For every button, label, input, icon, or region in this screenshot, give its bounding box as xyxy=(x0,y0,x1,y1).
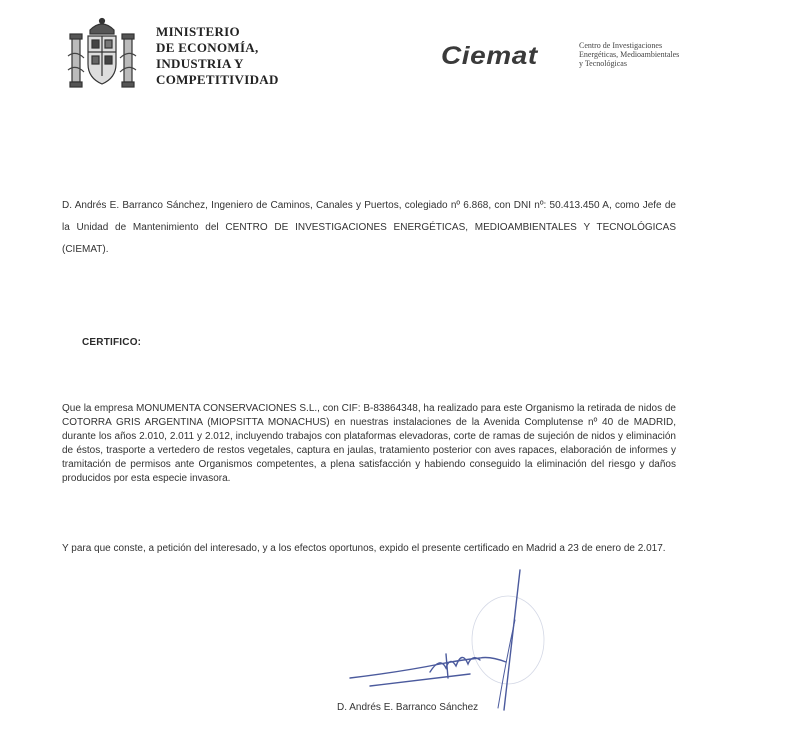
closing-paragraph: Y para que conste, a petición del interesado, y a los efectos oportunos, expido el presente certificado en Madrid a 23 de enero de 2.017. xyxy=(62,543,666,554)
ministry-line-4: COMPETITIVIDAD xyxy=(156,72,279,87)
main-paragraph: Que la empresa MONUMENTA CONSERVACIONES S.L., con CIF: B-83864348, ha realizado para este Organismo la retirada de nidos de COTORRA GRIS ARGENTINA (MIOPSITTA MONACHUS) en nuestras instalaciones de la Avenida Complutense nº 40 de MADRID, durante los años 2.010, 2.011 y 2.012, incluyendo trabajos con plataformas elevadoras, corte de ramas de sujeción de nidos y eliminación de éstos, trasporte a vertedero de restos vegetales, captura en jaulas, tratamiento posterior con aves rapaces, elaboración de informes y tramitación de permisos ante Organismos competentes, a plena satisfacción y habiendo conseguido la eliminación del riesgo y daños producidos por esta especie invasora. xyxy=(62,403,676,484)
signer-name: D. Andrés E. Barranco Sánchez xyxy=(337,702,479,713)
ministry-line-3: INDUSTRIA Y xyxy=(156,56,244,71)
ministry-line-1: MINISTERIO xyxy=(156,24,240,39)
ciemat-desc-line-2: Energéticas, Medioambientales xyxy=(579,50,680,59)
ciemat-desc-line-1: Centro de Investigaciones xyxy=(579,41,663,50)
ministry-name xyxy=(156,24,279,88)
coat-of-arms-icon xyxy=(64,16,140,94)
ciemat-logo: Ciemat xyxy=(441,42,538,70)
ciemat-description xyxy=(579,41,679,68)
intro-paragraph: D. Andrés E. Barranco Sánchez, Ingeniero de Caminos, Canales y Puertos, colegiado nº 6.868, con DNI nº: 50.413.450 A, como Jefe de la Unidad de Mantenimiento del CENTRO DE INVESTIGACIONES ENERGÉTICAS, MEDIOAMBIENTALES Y TECNOLÓGICAS (CIEMAT). xyxy=(62,200,676,255)
ciemat-desc-line-3: y Tecnológicas xyxy=(579,59,627,68)
ministry-line-2: DE ECONOMÍA, xyxy=(156,40,259,55)
certifico-heading: CERTIFICO: xyxy=(82,337,142,348)
signature-icon xyxy=(330,560,570,720)
